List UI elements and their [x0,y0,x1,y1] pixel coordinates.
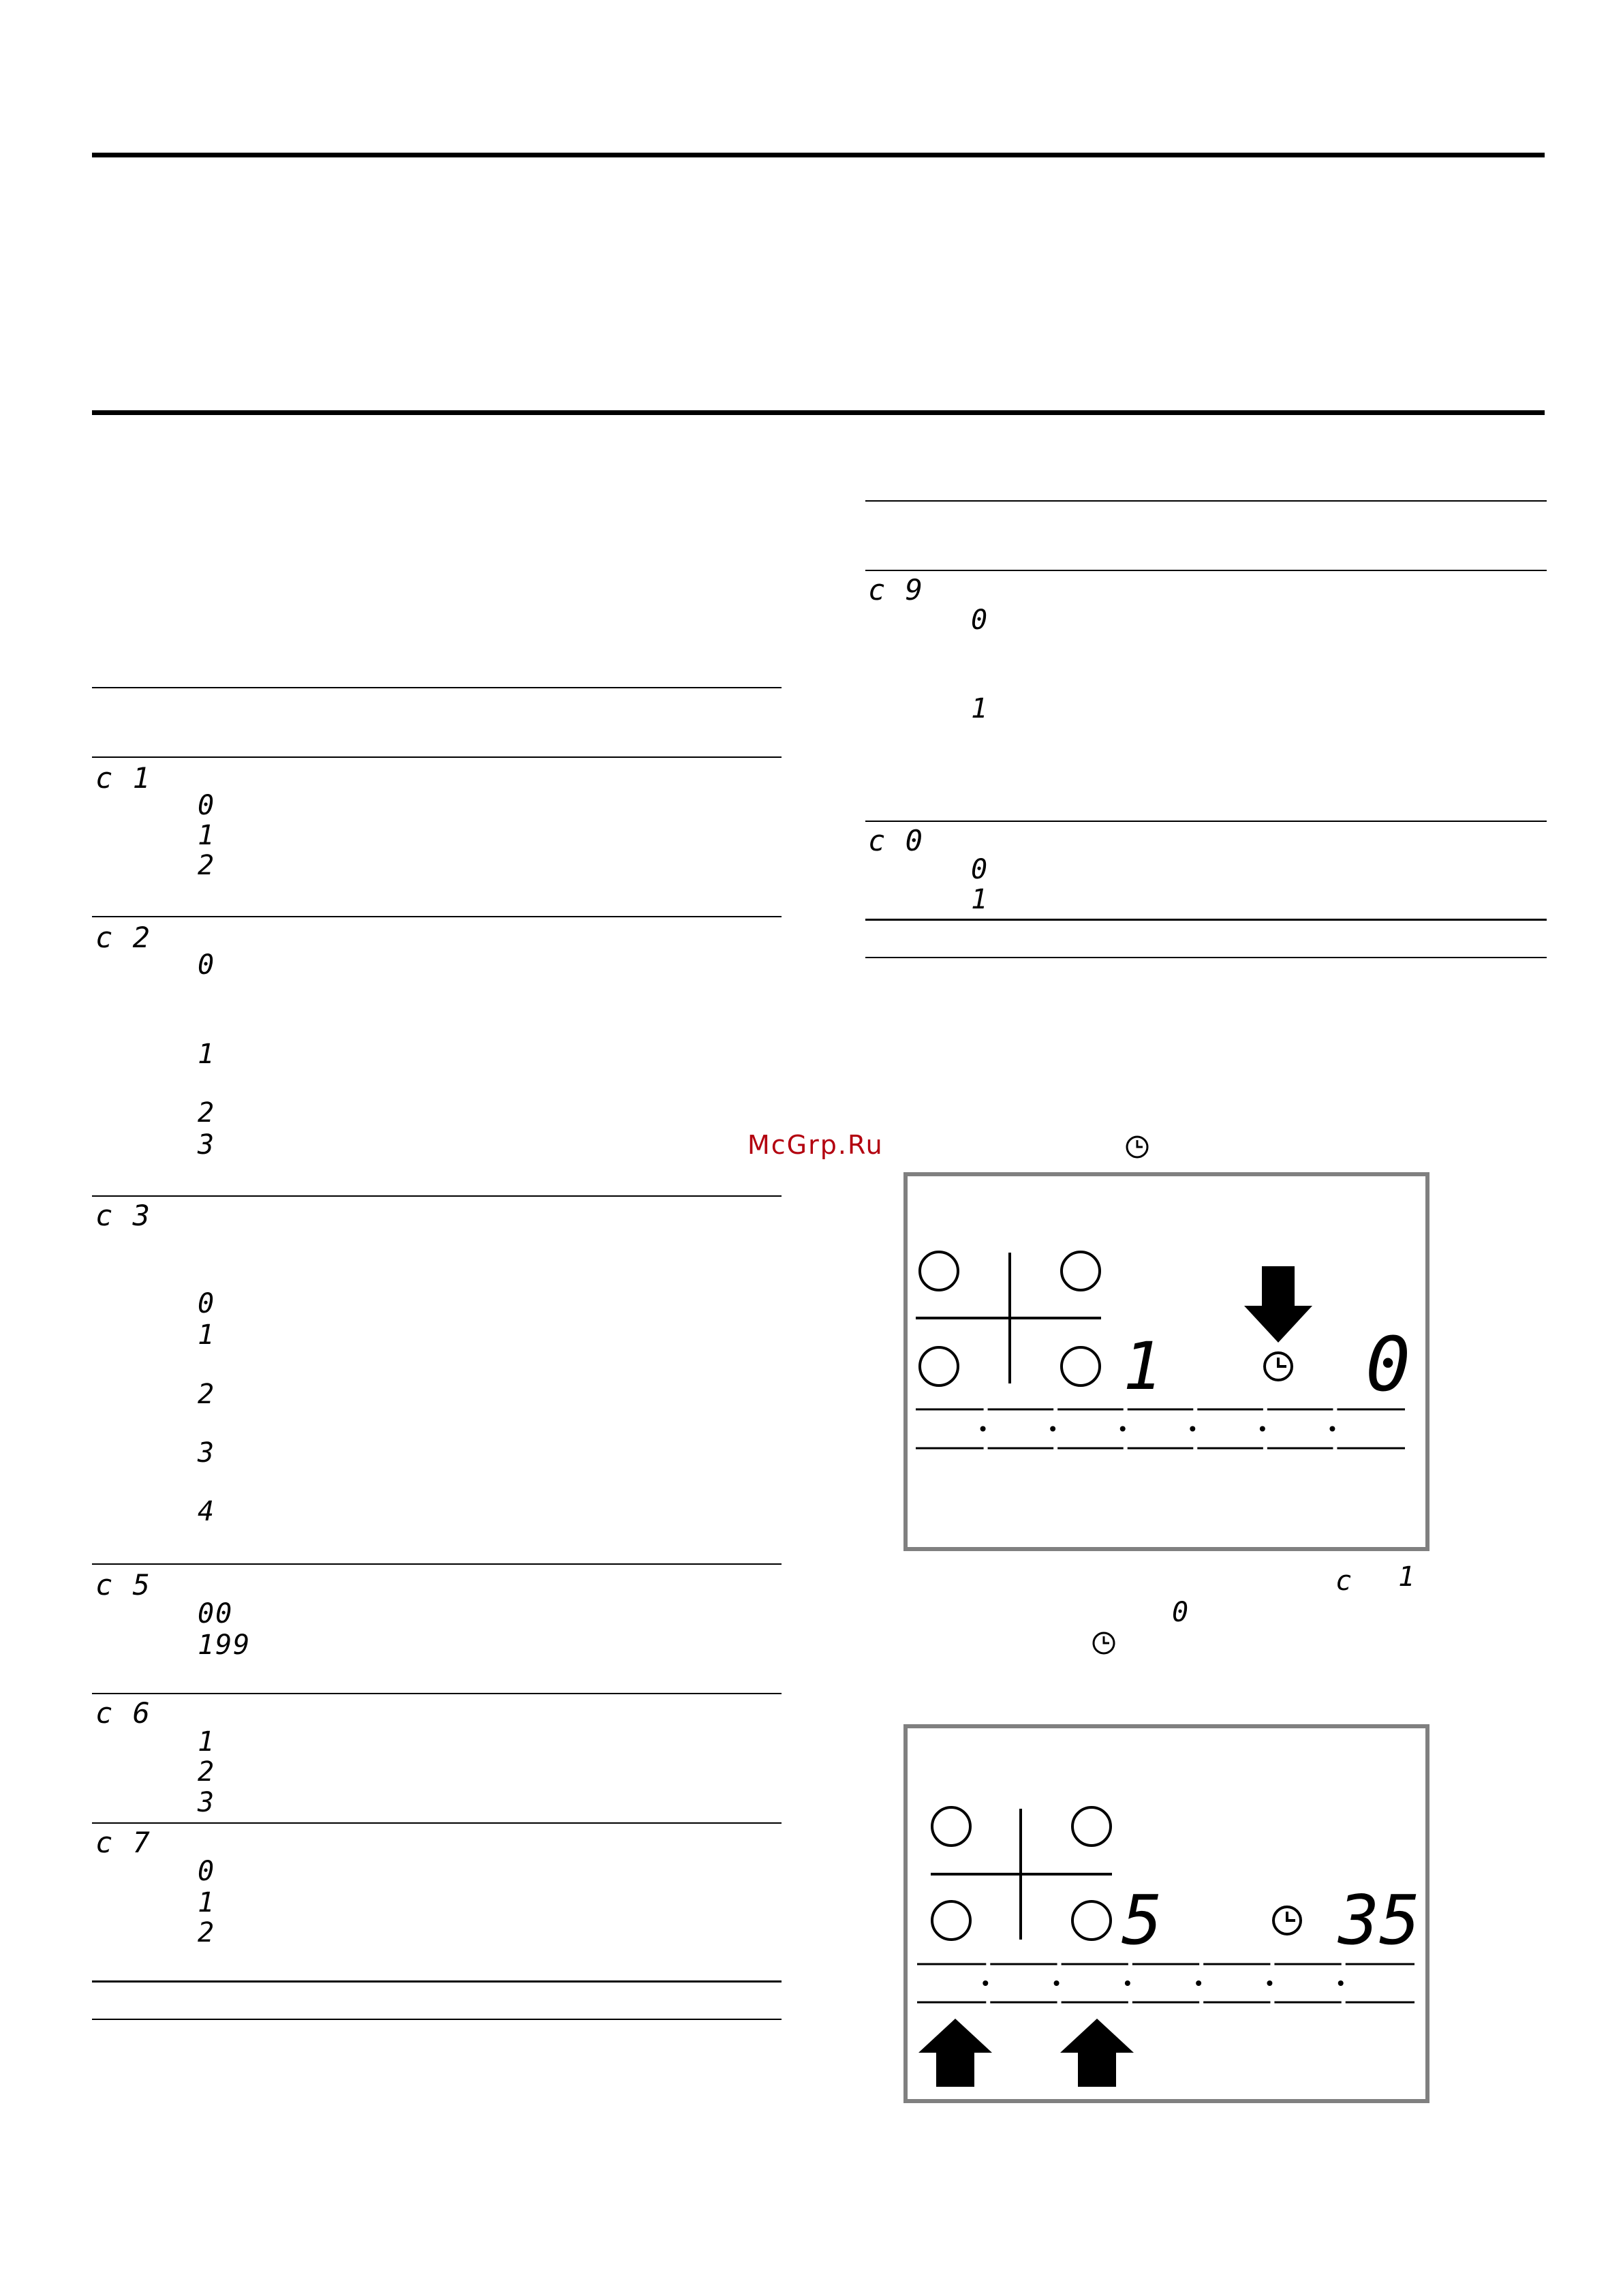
inline-code-letter: c [1335,1565,1354,1597]
setting-option: 0 [198,949,216,981]
table-rule [865,570,1547,571]
clock-icon [1091,1630,1117,1656]
table-rule [92,2019,782,2020]
setting-option: 2 [198,1917,216,1948]
table-rule [92,1563,782,1565]
slider-dot [1329,1426,1335,1432]
setting-option: 199 [198,1629,251,1661]
table-rule [865,919,1547,921]
setting-code: c 7 [95,1826,151,1859]
setting-option: 1 [198,1726,216,1758]
setting-option: 4 [198,1496,216,1527]
table-rule [865,500,1547,502]
setting-code: c 3 [95,1199,151,1232]
setting-option: 0 [971,604,989,636]
setting-option: 1 [198,820,216,851]
table-rule [92,756,782,758]
header-bottom-rule [92,410,1545,415]
setting-code: c 6 [95,1696,151,1730]
setting-option: 1 [971,693,989,724]
setting-code: c 1 [95,761,151,795]
table-rule [865,821,1547,822]
control-panel-figure-2 [903,1724,1429,2103]
clock-icon [1124,1134,1150,1160]
setting-option: 2 [198,850,216,881]
setting-option: 1 [971,884,989,915]
zone-display: 1 [1123,1328,1162,1405]
watermark-text: McGrp.Ru [747,1130,884,1160]
table-rule [92,1980,782,1983]
slider-dot [1125,1980,1130,1986]
slider-dot [1120,1426,1126,1432]
setting-code: c 0 [868,824,924,857]
setting-option: 0 [198,1288,216,1319]
setting-option: 0 [971,854,989,885]
setting-code: c 2 [95,921,151,954]
setting-code: c 9 [868,573,924,607]
zone-display: 5 [1122,1880,1163,1960]
setting-option: 1 [198,1039,216,1070]
setting-option: 2 [198,1756,216,1788]
slider-dot [1190,1426,1195,1432]
table-rule [92,1693,782,1694]
timer-display: 35 [1338,1880,1421,1960]
setting-option: 00 [198,1598,234,1629]
header-top-rule [92,153,1545,157]
setting-option: 0 [198,790,216,821]
setting-option: 3 [198,1437,216,1469]
setting-option: 0 [198,1856,216,1887]
slider-dot [1260,1426,1265,1432]
setting-option: 2 [198,1379,216,1410]
setting-code: c 5 [95,1568,151,1602]
slider-dot [1267,1980,1272,1986]
table-rule [865,957,1547,958]
slider-dot [1196,1980,1201,1986]
table-rule [92,916,782,917]
slider-dot [980,1426,986,1432]
table-rule [92,1822,782,1824]
slider-dot [1054,1980,1060,1986]
inline-value: 0 [1172,1597,1190,1628]
inline-code-digit: 1 [1398,1561,1417,1593]
control-panel-figure-1 [903,1172,1429,1551]
table-rule [92,687,782,688]
slider-dot [1050,1426,1055,1432]
setting-option: 2 [198,1097,216,1129]
timer-display: 0 [1365,1321,1411,1408]
setting-option: 3 [198,1787,216,1818]
setting-option: 1 [198,1887,216,1918]
slider-dot [983,1980,988,1986]
slider-dot [1338,1980,1344,1986]
setting-option: 1 [198,1319,216,1351]
table-rule [92,1195,782,1197]
setting-option: 3 [198,1129,216,1161]
